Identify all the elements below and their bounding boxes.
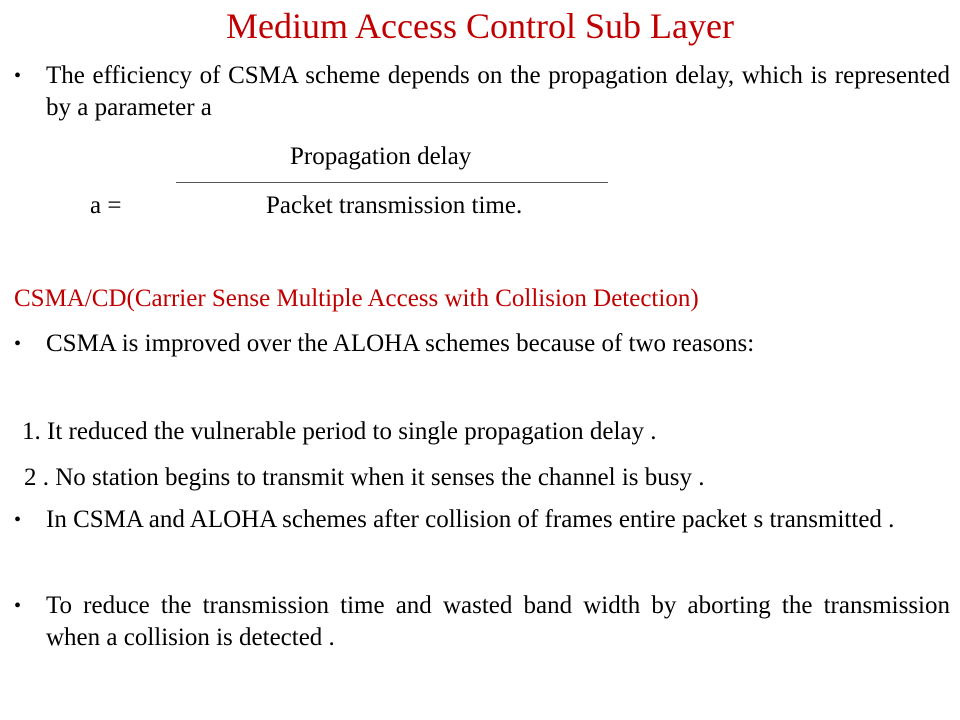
- bullet-dot-icon: •: [14, 333, 22, 355]
- bullet-reduce: [14, 590, 950, 654]
- section-heading: CSMA/CD(Carrier Sense Multiple Access with Collision Detection): [14, 285, 699, 312]
- numbered-item-1: 1. It reduced the vulnerable period to single propagation delay .: [22, 418, 657, 445]
- slide-title: Medium Access Control Sub Layer: [226, 6, 734, 46]
- bullet-text: In CSMA and ALOHA schemes after collision of frames entire packet s transmitted .: [46, 506, 895, 533]
- bullet-text: To reduce the transmission time and wasted band width by aborting the transmission when a collision is detected .: [46, 592, 950, 651]
- bullet-dot-icon: •: [14, 65, 22, 87]
- formula-lhs: a =: [90, 192, 122, 219]
- bullet-collision: [14, 504, 950, 536]
- fraction-bar: [176, 182, 608, 183]
- bullet-text: CSMA is improved over the ALOHA schemes because of two reasons:: [46, 330, 755, 357]
- bullet-dot-icon: •: [14, 595, 22, 617]
- formula-numerator: Propagation delay: [290, 143, 472, 170]
- bullet-text: The efficiency of CSMA scheme depends on the propagation delay, which is represented by a parameter a: [46, 62, 950, 121]
- formula-denominator: Packet transmission time.: [266, 192, 523, 219]
- bullet-dot-icon: •: [14, 509, 22, 531]
- bullet-efficiency: [14, 60, 950, 124]
- numbered-item-2: 2 . No station begins to transmit when it senses the channel is busy .: [24, 464, 705, 491]
- bullet-reasons: [14, 328, 950, 360]
